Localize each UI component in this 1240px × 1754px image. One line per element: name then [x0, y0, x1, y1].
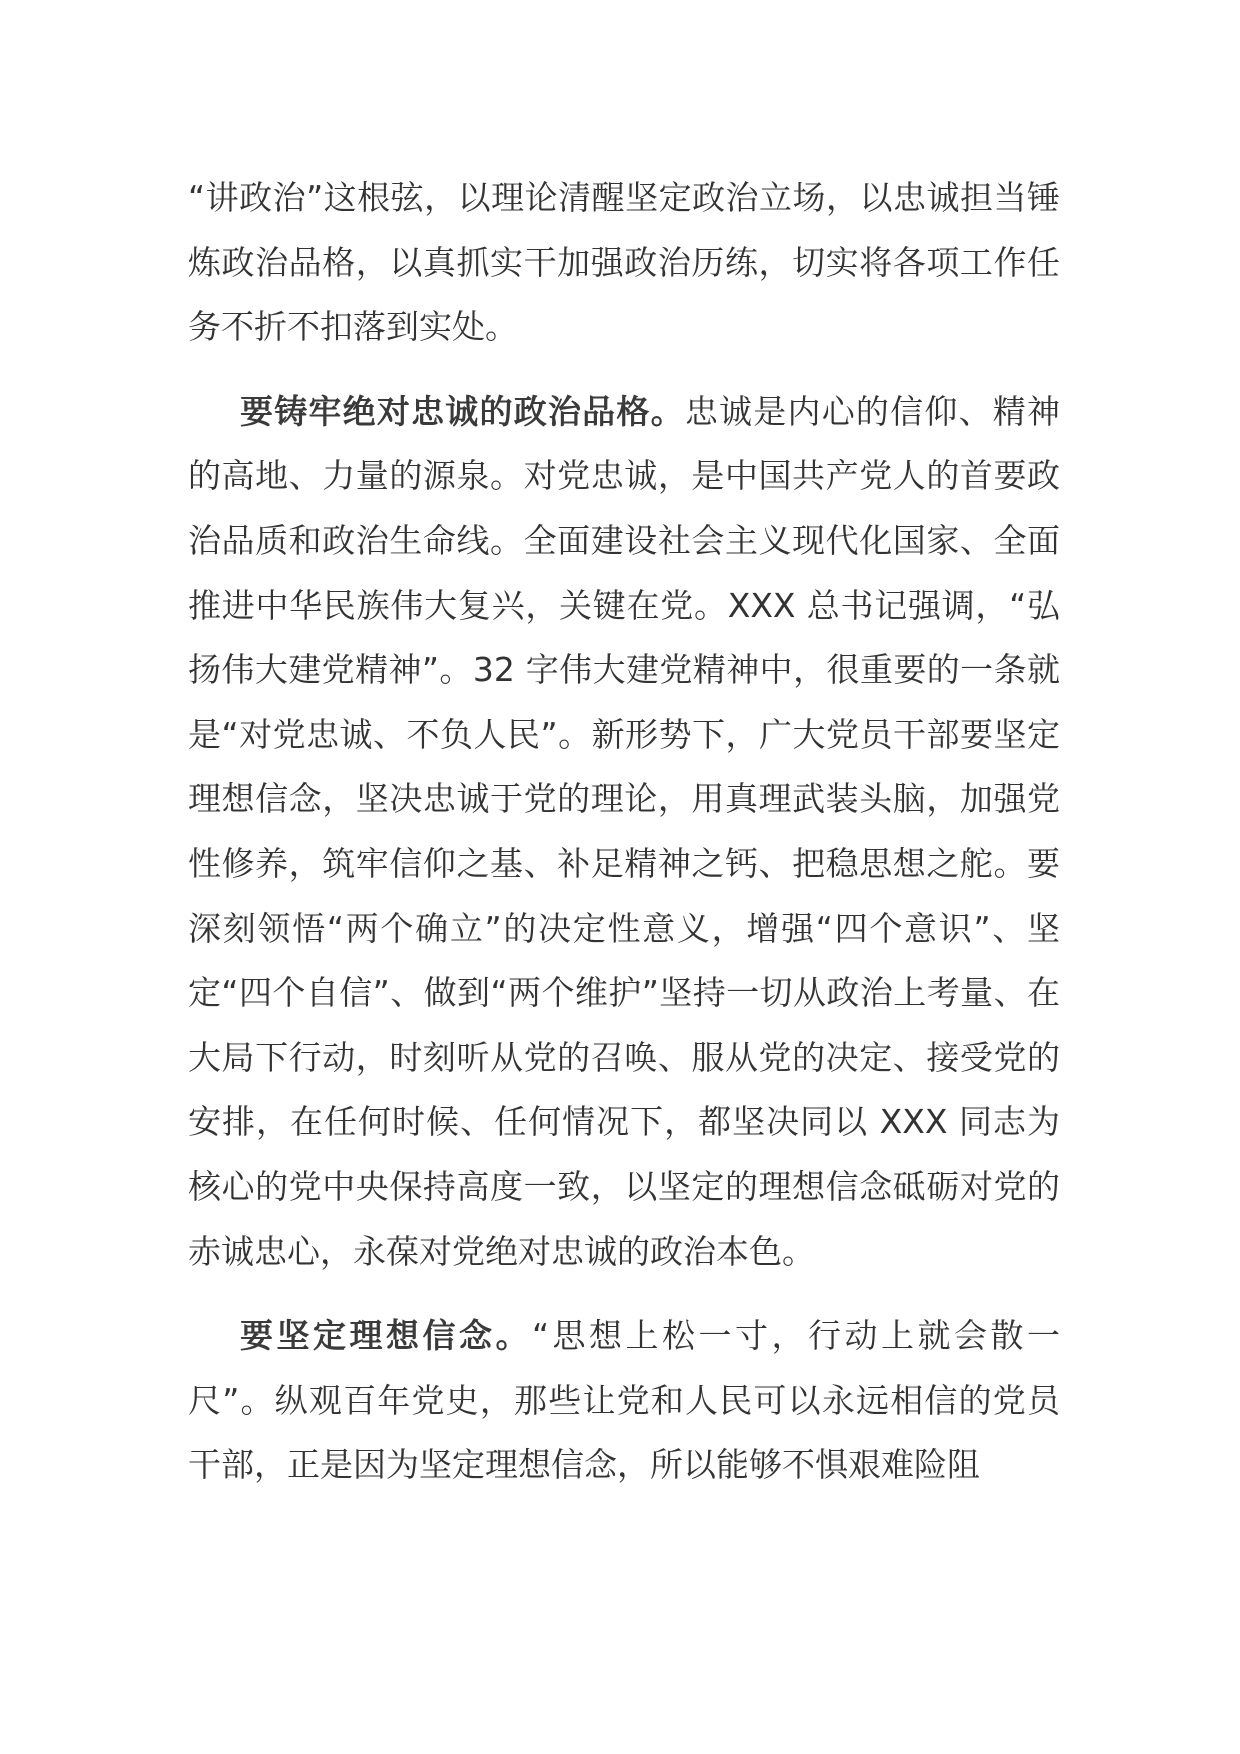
paragraph-heading: 要坚定理想信念。 [240, 1316, 532, 1356]
paragraph-continuation [188, 166, 1060, 360]
paragraph-heading: 要铸牢绝对忠诚的政治品格。 [240, 391, 685, 431]
paragraph-text: “思想上松一寸，行动上就会散一尺”。纵观百年党史，那些让党和人民可以永远相信的党员干部，正是因为坚定理想信念，所以能够不惧艰难险阻 [188, 1316, 1060, 1485]
paragraph-text: “讲政治”这根弦，以理论清醒坚定政治立场，以忠诚担当锤炼政治品格，以真抓实干加强政治历练，切实将各项工作任务不折不扣落到实处。 [188, 178, 1060, 347]
paragraph-text: 忠诚是内心的信仰、精神的高地、力量的源泉。对党忠诚，是中国共产党人的首要政治品质和政治生命线。全面建设社会主义现代化国家、全面推进中华民族伟大复兴，关键在党。XXX 总书记强调，“弘扬伟大建党精神”。32 字伟大建党精神中，很重要的一条就是“对党忠诚、不负人民”。新形势下，广大党员干部要坚定理想信念，坚决忠诚于党的理论，用真理武装头脑，加强党性修养，筑牢信仰之基、补足精神之钙、把稳思想之舵。要深刻领悟“两个确立”的决定性意义，增强“四个意识”、坚定“四个自信”、做到“两个维护”坚持一切从政治上考量、在大局下行动，时刻听从党的召唤、服从党的决定、接受党的安排，在任何时候、任何情况下，都坚决同以 XXX 同志为核心的党中央保持高度一致，以坚定的理想信念砥砺对党的赤诚忠心，永葆对党绝对忠诚的政治本色。 [188, 391, 1061, 1271]
paragraph-ideals [188, 1304, 1060, 1498]
paragraph-loyalty [188, 380, 1060, 1284]
document-body [188, 166, 1060, 1498]
